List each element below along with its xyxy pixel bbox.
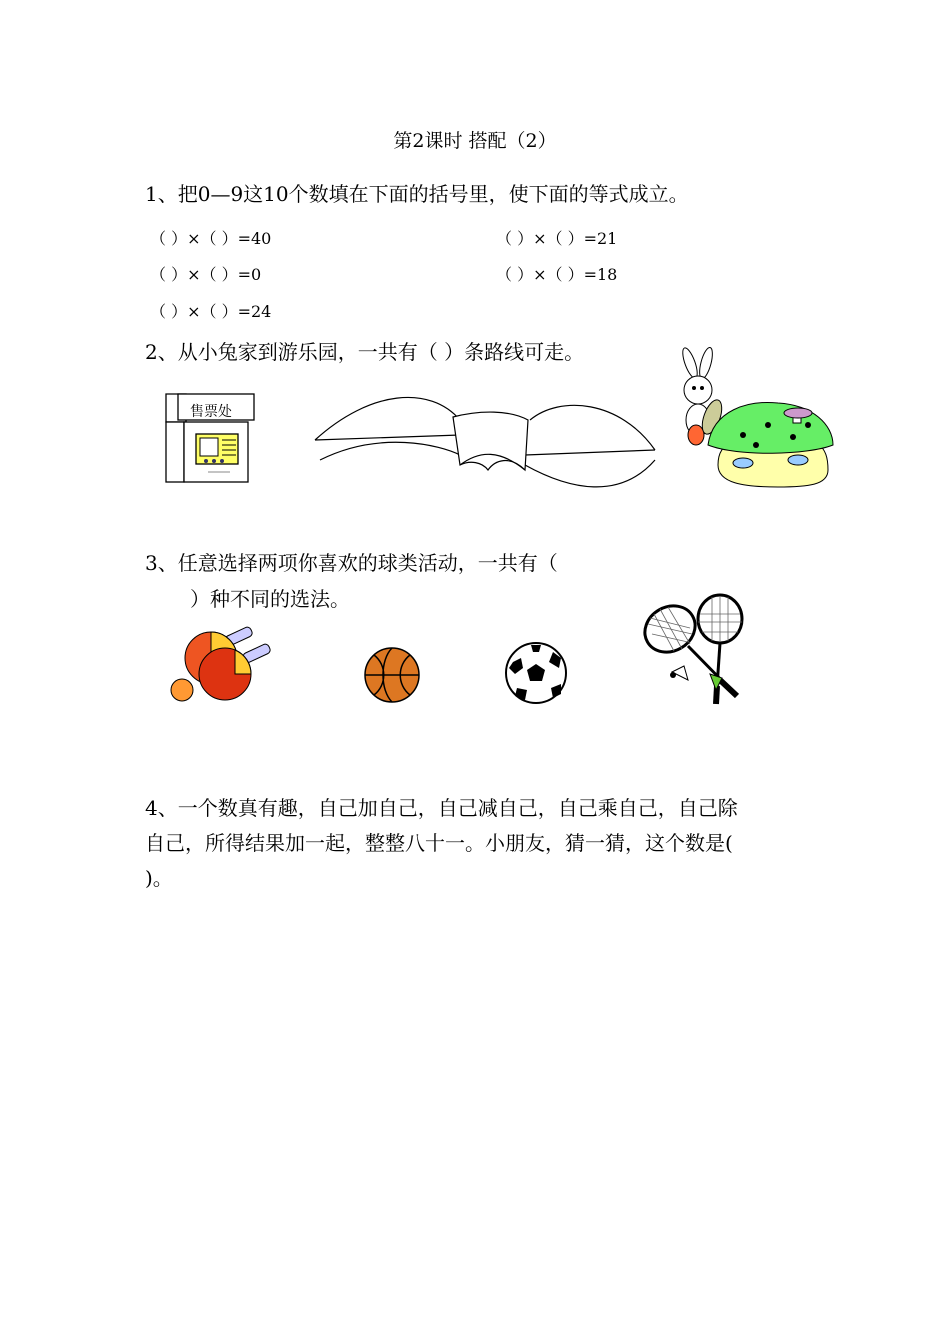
soccer-ball-icon bbox=[503, 640, 569, 706]
basketball-icon bbox=[362, 645, 422, 705]
question-3-line-2: ）种不同的选法。 bbox=[190, 587, 350, 611]
page-title: 第2课时 搭配（2） bbox=[393, 130, 557, 152]
question-4-line-3: )。 bbox=[145, 866, 173, 890]
equation-1: （ ）×（ ）=40 bbox=[150, 229, 272, 248]
equation-4: （ ）×（ ）=18 bbox=[496, 265, 618, 284]
equation-3: （ ）×（ ）=0 bbox=[150, 265, 262, 284]
question-2-text: 2、从小兔家到游乐园，一共有（ ）条路线可走。 bbox=[145, 340, 585, 364]
question-4-line-1: 4、一个数真有趣，自己加自己，自己减自己，自己乘自己，自己除 bbox=[145, 796, 738, 820]
rabbit-house-illustration bbox=[668, 345, 838, 495]
question-4-line-2: 自己，所得结果加一起，整整八十一。小朋友，猜一猜，这个数是( bbox=[145, 831, 733, 855]
badminton-icon bbox=[640, 594, 752, 706]
question-1-text: 1、把0—9这10个数填在下面的括号里，使下面的等式成立。 bbox=[145, 182, 689, 206]
routes-diagram bbox=[310, 390, 665, 500]
ticket-booth-sign: 售票处 bbox=[190, 404, 232, 420]
table-tennis-icon bbox=[165, 628, 275, 708]
equation-5: （ ）×（ ）=24 bbox=[150, 302, 272, 321]
equation-2: （ ）×（ ）=21 bbox=[496, 229, 618, 248]
question-3-line-1: 3、任意选择两项你喜欢的球类活动，一共有（ bbox=[145, 551, 558, 575]
